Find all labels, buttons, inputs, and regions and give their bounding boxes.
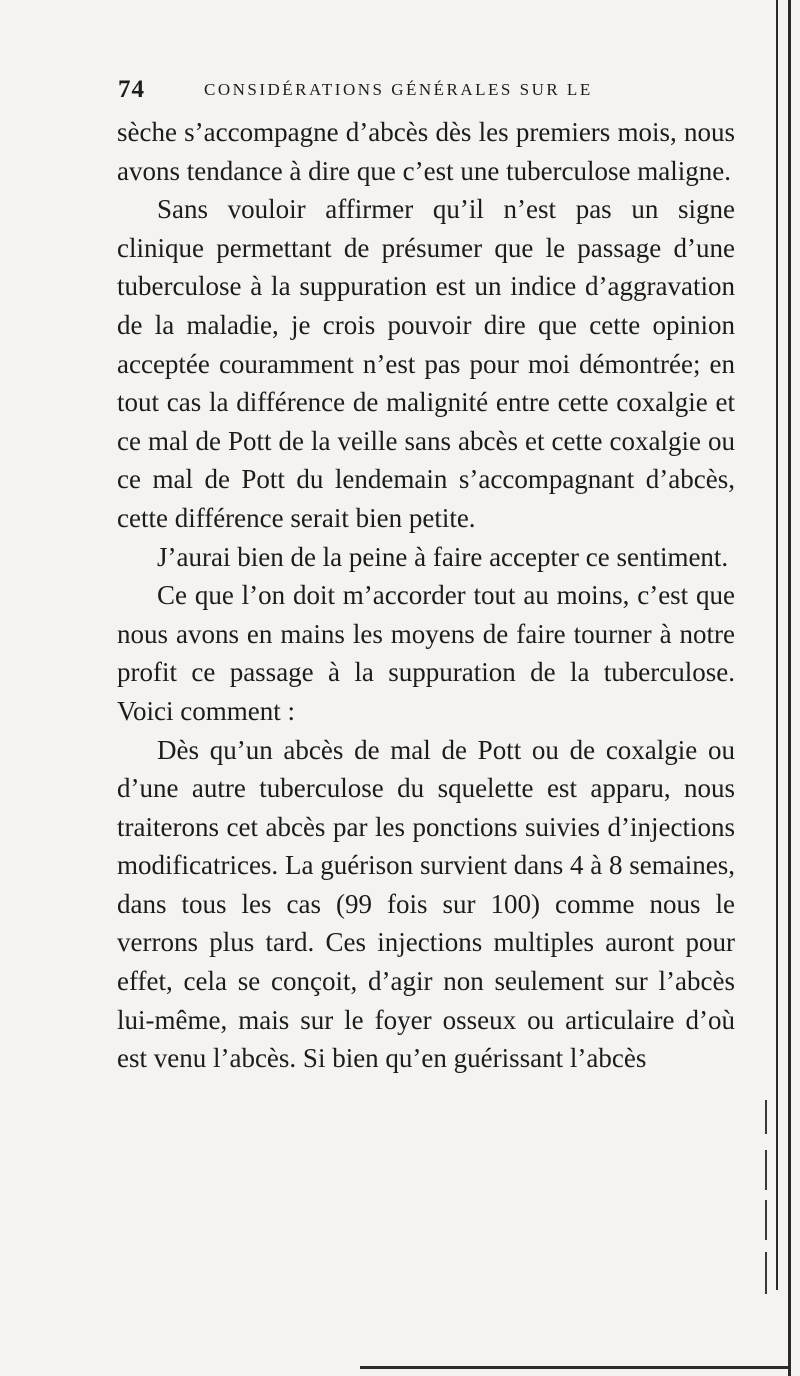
running-title: CONSIDÉRATIONS GÉNÉRALES SUR LE: [204, 80, 593, 99]
page-edge-tick: [765, 1150, 767, 1190]
paragraph: Ce que l’on doit m’accorder tout au moins, c’est que nous avons en mains les moyens de faire tourner à notre profit ce passage à la suppuration de la tuberculose. Voici comment :: [117, 580, 735, 726]
paragraph: J’aurai bien de la peine à faire accepter ce sentiment.: [157, 541, 729, 572]
page-edge-tick: [765, 1252, 767, 1294]
body-text: [117, 113, 735, 1078]
page-bottom-edge: [360, 1366, 790, 1369]
page-edge-line: [776, 0, 778, 1290]
page-edge-line: [788, 0, 791, 1376]
paragraph: Dès qu’un abcès de mal de Pott ou de coxalgie ou d’une autre tuberculose du squelette est apparu, nous traiterons cet abcès par les ponctions suivies d’injections modificatrices. La guérison survient dans 4 à 8 semaines, dans tous les cas (99 fois sur 100) comme nous le verrons plus tard. Ces injections multiples auront pour effet, cela se conçoit, d’agir non seulement sur l’abcès lui-même, mais sur le foyer osseux ou articulaire d’où est venu l’abcès. Si bien qu’en guérissant l’abcès: [117, 734, 735, 1074]
page-header: [118, 76, 678, 106]
page-number: 74: [118, 76, 145, 103]
paragraph: sèche s’accompagne d’abcès dès les premiers mois, nous avons tendance à dire que c’est une tuberculose maligne.: [117, 117, 735, 186]
page-edge-tick: [765, 1200, 767, 1240]
paragraph: Sans vouloir affirmer qu’il n’est pas un signe clinique permettant de présumer que le passage d’une tuberculose à la suppuration est un indice d’aggravation de la maladie, je crois pouvoir dire que cette opinion acceptée couramment n’est pas pour moi démontrée; en tout cas la différence de malignité entre cette coxalgie et ce mal de Pott de la veille sans abcès et cette coxalgie ou ce mal de Pott du lendemain s’accompagnant d’abcès, cette différence serait bien petite.: [117, 194, 735, 533]
page-edge-tick: [765, 1100, 767, 1134]
